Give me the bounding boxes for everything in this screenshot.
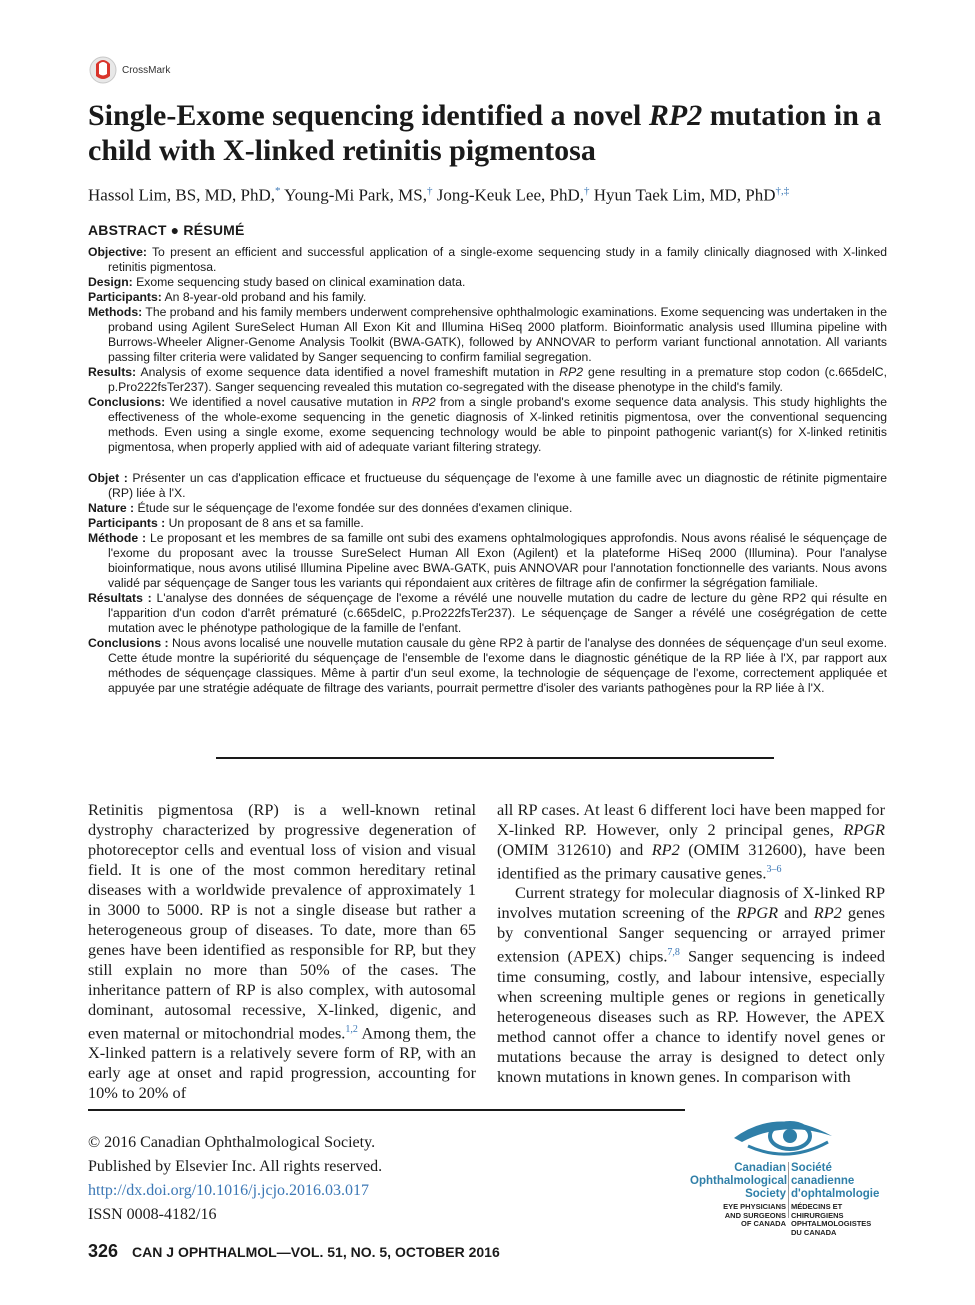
author-affiliation-mark[interactable]: † [584,185,590,197]
copyright-line: © 2016 Canadian Ophthalmological Society. [88,1134,376,1151]
abstract-participants: Participants: An 8-year-old proband and his family. [88,290,367,304]
society-name-en: Canadian Ophthalmological Society [690,1162,788,1200]
issn-line: ISSN 0008-4182/16 [88,1206,217,1223]
footer-divider [88,1109,685,1111]
journal-citation: CAN J OPHTHALMOL—VOL. 51, NO. 5, OCTOBER 2016 [132,1244,500,1260]
abstract-design: Design: Exome sequencing study based on clinical examination data. [88,275,466,289]
abstract-english [88,245,887,455]
author-name: Young-Mi Park, MS, [284,185,427,205]
abstract-heading: ABSTRACT ● RÉSUMÉ [88,222,245,238]
resume-resultats: Résultats : L'analyse des données de séquençage de l'exome a révélé une nouvelle mutation du cadre de lecture du gène RP2 qui résulte en l'apparition d'un codon d'arrêt prématuré (c.665delC, p.Pro222fsTer237). Le séquençage de Sanger a révélé une coségrégation de cette mutation avec le phénotype pathologique de la famille de l'enfant. [88,591,887,635]
resume-methode: Méthode : Le proposant et les membres de sa famille ont subi des examens ophtalmologiques approfondis. Nous avons réalisé le séquençage de l'exome du proposant avec la trousse SureSelect Human All Exon (Agilent) et la plateforme HiSeq 2000 (Illumina). Pour l'analyse bioinformatique, nous avons utilisé Illumina Pipeline avec BWA-GATK, puis ANNOVAR pour l'annotation fonctionnelle des variants. Nous avons validé par séquençage de Sanger tous les variants qui répondaient aux critères de filtrage afin de confirmer la ségrégation familiale. [88,531,887,590]
crossmark-label: CrossMark [122,64,171,76]
publisher-line: Published by Elsevier Inc. All rights reserved. [88,1158,383,1175]
body-paragraph: Retinitis pigmentosa (RP) is a well-known retinal dystrophy characterized by progressive degeneration of photoreceptor cells and eventual loss of vision and visual field. It is one of the most common hereditary retinal diseases with a worldwide prevalence of approximately 1 in 3000 to 5000. RP is not a single disease but rather a heterogeneous group of diseases. To date, more than 65 genes have been identified as responsible for RP, but they still explain no more than 50% of the cases. The inheritance pattern of RP is also complex, with autosomal dominant, autosomal recessive, X-linked, digenic, and even maternal or mitochondrial modes.$^{1,2}$ Among them, the X-linked pattern is a relatively severe form of RP, with an early age at onset and rapid progression, accounting for 10% to 20% of [88,800,476,1103]
body-column-left [88,800,476,1103]
citation-link[interactable]: 7,8 [667,947,680,959]
author-name: Hyun Taek Lim, MD, PhD [593,185,776,205]
abstract-methods: Methods: The proband and his family members underwent comprehensive ophthalmologic examinations. Exome sequencing was undertaken in the proband using Agilent SureSelect Human All Exon Kit and Illumina HiSeq 2000 platform. Bioinformatic analysis used Illumina pipeline with Burrows-Wheeler Aligner-Genome Analysis Toolkit (BWA-GATK), followed by ANNOVAR to perform variant functional annotation. All variants passing filter criteria were validated by Sanger sequencing to confirm familial segregation. [88,305,887,364]
author-name: Hassol Lim, BS, MD, PhD, [88,185,276,205]
society-tagline-en: EYE PHYSICIANS AND SURGEONS OF CANADA [723,1202,786,1228]
body-paragraph: Current strategy for molecular diagnosis of X-linked RP involves mutation screening of the RPGR and RP2 genes by conventional Sanger sequencing or arrayed primer extension (APEX) chips.$^{7,8}$ Sanger sequencing is indeed time consuming, costly, and labour intensive, especially when screening multiple genes or regions in genetically heterogeneous diseases such as RP. However, the APEX method cannot offer a chance to identify novel genes or mutations because the array is designed to detect only known mutations in known genes. In comparison with [497,883,885,1086]
abstract [88,245,887,696]
society-name-fr: Société canadienne d'ophtalmologie [791,1162,880,1200]
abstract-divider [216,757,774,759]
running-footer [88,1241,500,1262]
author-list [88,180,918,207]
author-affiliation-mark[interactable]: †,‡ [775,185,790,197]
doi-link[interactable]: http://dx.doi.org/10.1016/j.jcjo.2016.03.017 [88,1182,370,1199]
body-paragraph: all RP cases. At least 6 different loci have been mapped for X-linked RP. However, only 2 principal genes, RPGR (OMIM 312610) and RP2 (OMIM 312600), have been identified as the primary causative genes.$^{3-6}$ [497,800,885,883]
citation-link[interactable]: 1,2 [345,1024,358,1035]
crossmark-badge[interactable] [88,54,170,86]
resume-participants: Participants : Un proposant de 8 ans et sa famille. [88,516,364,530]
abstract-french [88,471,887,696]
resume-nature: Nature : Étude sur le séquençage de l'exome fondée sur des données d'examen clinique. [88,501,573,515]
page-number: 326 [88,1241,119,1261]
publication-info [88,1131,382,1227]
body-column-right [497,800,885,1087]
resume-objet: Objet : Présenter un cas d'application efficace et fructueuse du séquençage de l'exome à une famille avec un diagnostic de rétinite pigmentaire (RP) liée à l'X. [88,471,887,500]
logo-separator [788,1162,789,1218]
author-affiliation-mark[interactable]: † [426,185,433,197]
resume-conclusions: Conclusions : Nous avons localisé une nouvelle mutation causale du gène RP2 à partir de l'analyse des données de séquençage d'un seul exome. Cette étude montre la supériorité du séquençage de l'ensemble de l'exome dans le diagnostic génétique de la RP liée à l'X, par rapport aux méthodes de séquençage classiques. Même à partir d'un seul exome, la technologie de séquençage de l'exome, correctement appliquée et appuyée par une stratégie adéquate de filtrage des variants, pourrait permettre d'isoler des variants pathogènes pour la RP liée à l'X. [88,636,887,695]
society-logo [690,1112,890,1237]
abstract-objective: Objective: To present an efficient and successful application of a single-exome sequencing study in a family clinically diagnosed with X-linked retinitis pigmentosa. [88,245,888,274]
abstract-results: Results: Analysis of exome sequence data identified a novel frameshift mutation in RP2 gene resulting in a premature stop codon (c.665delC, p.Pro222fsTer237). Sanger sequencing revealed this mutation co-segregated with the disease phenotype in the child's family. [88,365,887,394]
crossmark-icon [88,54,118,86]
author-affiliation-mark[interactable]: * [275,185,281,197]
article-title: Single-Exome sequencing identified a novel RP2 mutation in a child with X-linked retinitis pigmentosa [88,99,882,167]
citation-link[interactable]: 3–6 [766,864,782,875]
title-gene: RP2 [648,99,703,132]
eye-icon [728,1112,838,1162]
author-name: Jong-Keuk Lee, PhD, [436,185,585,205]
society-tagline-fr: MÉDECINS ET CHIRURGIENS OPHTALMOLOGISTES DU CANADA [791,1202,872,1237]
abstract-conclusions: Conclusions: We identified a novel causative mutation in RP2 from a single proband's exome sequence data analysis. This study highlights the effectiveness of the whole-exome sequencing in the genetic diagnosis of X-linked retinitis pigmentosa, over the conventional sequencing methods. Even using a single exome, exome sequencing technology would be able to pinpoint pathogenic variant(s) for X-linked retinitis pigmentosa, when properly applied with aid of adequate variant filtering strategy. [88,395,887,454]
